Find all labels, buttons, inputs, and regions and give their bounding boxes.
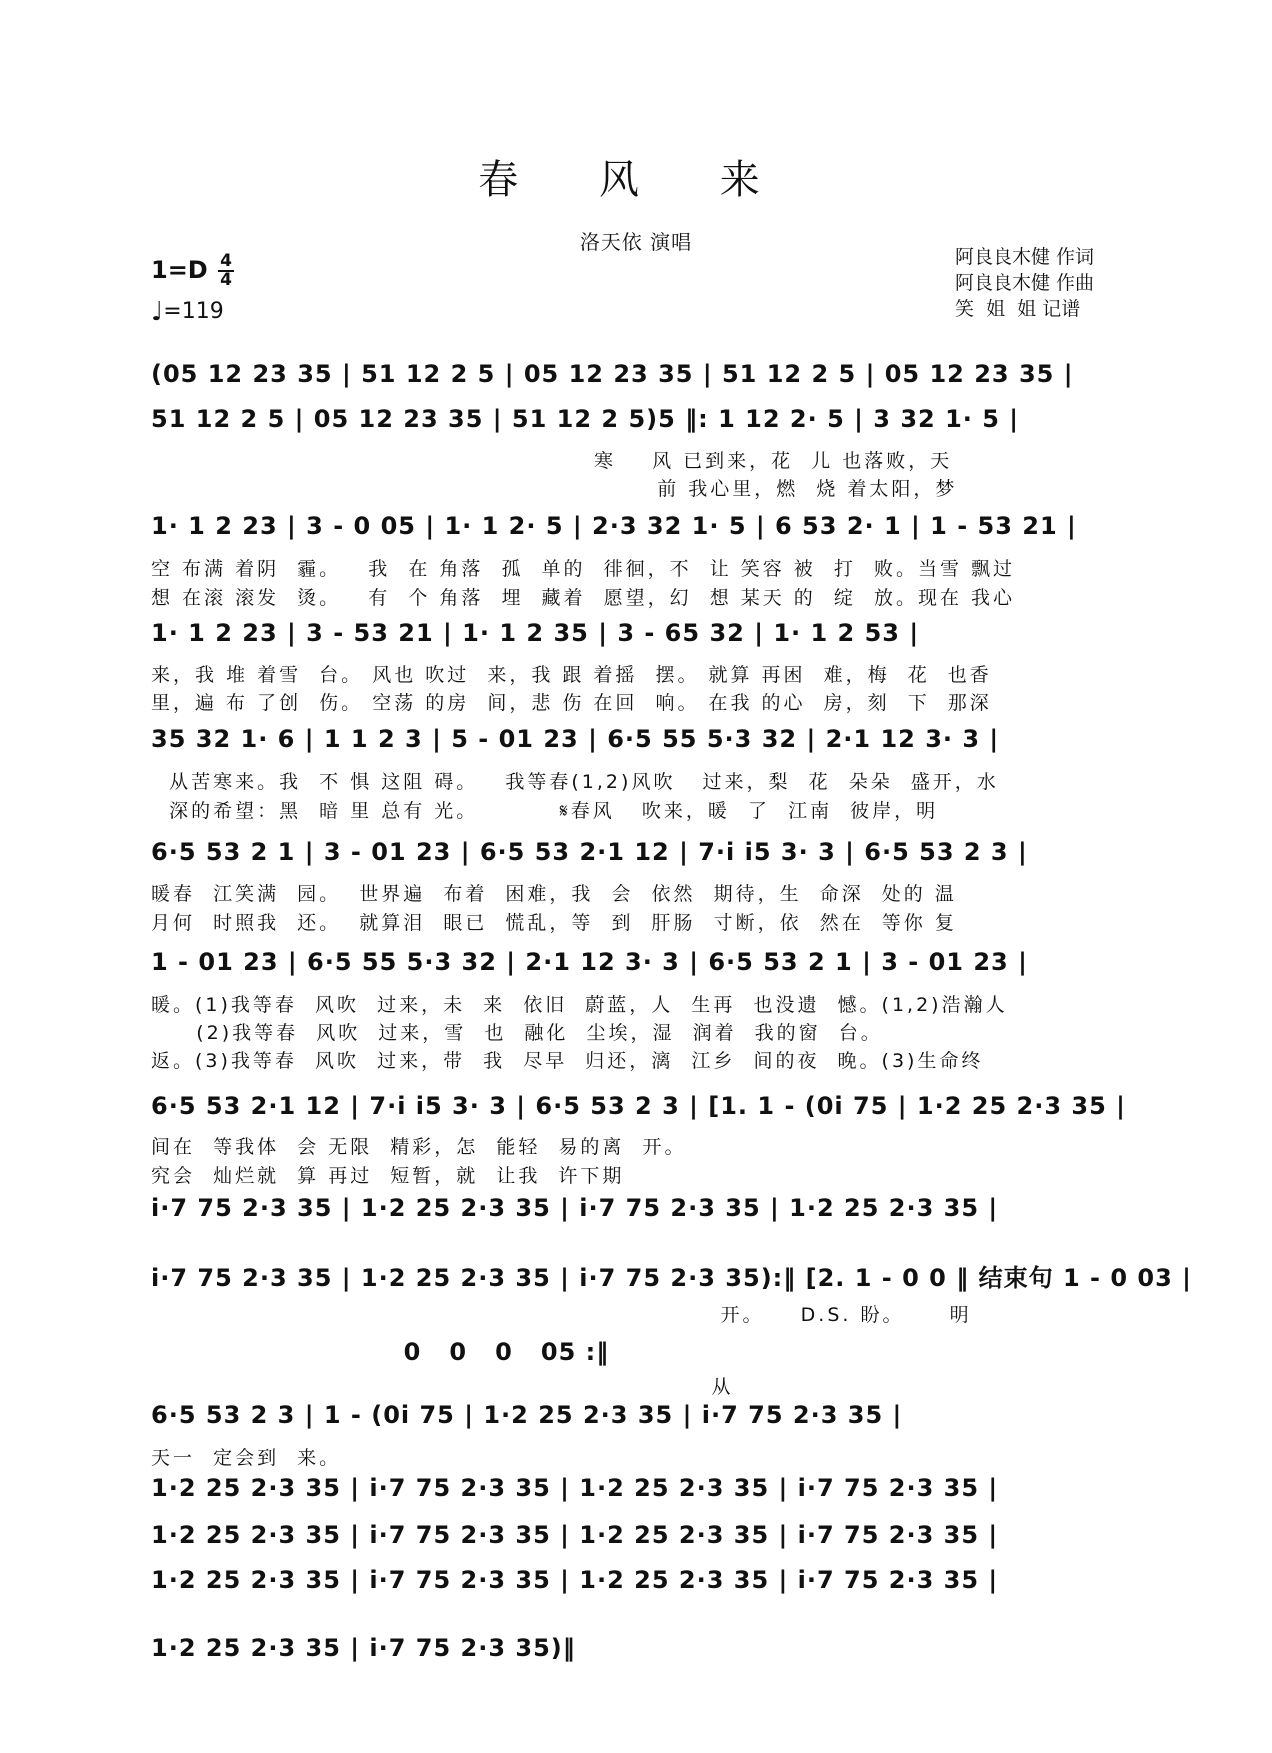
lyric-line: 寒 风 已到来，花 儿 也落败，天 — [151, 450, 953, 472]
lyric-line: 想 在滚 滚发 烫。 有 个 角落 埋 藏着 愿望，幻 想 某天 的 绽 放。现在 我心 — [151, 587, 1015, 609]
lyric-line: 间在 等我体 会 无限 精彩，怎 能轻 易的离 开。 — [151, 1136, 687, 1158]
notation-row: 1· 1 2 23 | 3 - 53 21 | 1· 1 2 35 | 3 - 65 32 | 1· 1 2 53 | — [151, 619, 920, 647]
notation-row: 1·2 25 2·3 35 | i·7 75 2·3 35)‖ — [151, 1634, 576, 1662]
lyric-line: 从 — [151, 1376, 734, 1398]
notation-row: i·7 75 2·3 35 | 1·2 25 2·3 35 | i·7 75 2·3 35 | 1·2 25 2·3 35 | — [151, 1194, 999, 1222]
notation-row: 35 32 1· 6 | 1 1 2 3 | 5 - 01 23 | 6·5 55 5·3 32 | 2·1 12 3· 3 | — [151, 725, 1000, 753]
notation-row: 6·5 53 2·1 12 | 7·i i5 3· 3 | 6·5 53 2 3 | [1. 1 - (0i 75 | 1·2 25 2·3 35 | — [151, 1092, 1126, 1120]
notation-row: 1· 1 2 23 | 3 - 0 05 | 1· 1 2· 5 | 2·3 32 1· 5 | 6 53 2· 1 | 1 - 53 21 | — [151, 512, 1077, 540]
key-label: 1=D — [151, 256, 208, 284]
lyric-line: 空 布满 着阴 霾。 我 在 角落 孤 单的 徘徊，不 让 笑容 被 打 败。当雪 飘过 — [151, 558, 1015, 580]
notation-row: 1·2 25 2·3 35 | i·7 75 2·3 35 | 1·2 25 2·3 35 | i·7 75 2·3 35 | — [151, 1521, 999, 1549]
quarter-note-icon: ♩ — [151, 297, 164, 327]
notation-row: 6·5 53 2 3 | 1 - (0i 75 | 1·2 25 2·3 35 | i·7 75 2·3 35 | — [151, 1401, 903, 1429]
key-signature — [151, 251, 234, 290]
time-signature-bottom: 4 — [220, 270, 233, 290]
lyric-line: 里，遍 布 了创 伤。 空荡 的房 间，悲 伤 在回 响。 在我 的心 房，刻 下 那深 — [151, 692, 992, 714]
lyric-line: 前 我心里，燃 烧 着太阳，梦 — [151, 478, 958, 500]
lyric-line: 暖。(1)我等春 风吹 过来，未 来 依旧 蔚蓝，人 生再 也没遗 憾。(1,2)浩瀚人 — [151, 994, 1008, 1016]
credits — [955, 244, 1094, 322]
lyric-line: (2)我等春 风吹 过来，雪 也 融化 尘埃，湿 润着 我的窗 台。 — [151, 1022, 883, 1044]
singer-credit: 洛天依 演唱 — [579, 230, 693, 254]
lyric-line: 开。 D.S. 盼。 明 — [151, 1304, 972, 1326]
tempo-value: =119 — [163, 299, 224, 324]
notation-row: 6·5 53 2 1 | 3 - 01 23 | 6·5 53 2·1 12 | 7·i i5 3· 3 | 6·5 53 2 3 | — [151, 838, 1028, 866]
notation-row: 0 0 0 05 :‖ — [151, 1338, 610, 1366]
lyricist-credit: 阿良良木健 作词 — [955, 246, 1095, 268]
notation-row: (05 12 23 35 | 51 12 2 5 | 05 12 23 35 | 51 12 2 5 | 05 12 23 35 | — [151, 360, 1074, 388]
song-title: 春 风 来 — [478, 157, 794, 203]
notation-row: 1·2 25 2·3 35 | i·7 75 2·3 35 | 1·2 25 2·3 35 | i·7 75 2·3 35 | — [151, 1566, 999, 1594]
notation-row: 1·2 25 2·3 35 | i·7 75 2·3 35 | 1·2 25 2·3 35 | i·7 75 2·3 35 | — [151, 1474, 999, 1502]
time-signature — [218, 251, 234, 290]
lyric-line: 返。(3)我等春 风吹 过来，带 我 尽早 归还，漓 江乡 间的夜 晚。(3)生命终 — [151, 1050, 984, 1072]
time-signature-top: 4 — [220, 251, 233, 271]
notation-row: 51 12 2 5 | 05 12 23 35 | 51 12 2 5)5 ‖: 1 12 2· 5 | 3 32 1· 5 | — [151, 405, 1020, 433]
notation-row: i·7 75 2·3 35 | 1·2 25 2·3 35 | i·7 75 2·3 35):‖ [2. 1 - 0 0 ‖ 结束句 1 - 0 03 | — [151, 1264, 1192, 1292]
composer-credit: 阿良良木健 作曲 — [955, 272, 1095, 294]
lyric-line: 从苦寒来。我 不 惧 这阻 碍。 我等春(1,2)风吹 过来，梨 花 朵朵 盛开，水 — [151, 771, 999, 793]
lyric-line: 月何 时照我 还。 就算泪 眼已 慌乱，等 到 肝肠 寸断，依 然在 等你 复 — [151, 912, 957, 934]
transcriber-credit: 笑 姐 姐 记谱 — [955, 298, 1081, 320]
lyric-line: 来，我 堆 着雪 台。 风也 吹过 来，我 跟 着摇 摆。 就算 再困 难，梅 花 也香 — [151, 664, 992, 686]
lyric-line: 究会 灿烂就 算 再过 短暂，就 让我 许下期 — [151, 1165, 625, 1187]
lyric-line: 深的希望：黑 暗 里 总有 光。 𝄋春风 吹来，暖 了 江南 彼岸，明 — [151, 800, 939, 822]
notation-row: 1 - 01 23 | 6·5 55 5·3 32 | 2·1 12 3· 3 | 6·5 53 2 1 | 3 - 01 23 | — [151, 948, 1028, 976]
tempo-marking — [151, 297, 224, 327]
lyric-line: 天一 定会到 来。 — [151, 1447, 342, 1469]
lyric-line: 暖春 江笑满 园。 世界遍 布着 困难，我 会 依然 期待，生 命深 处的 温 — [151, 883, 957, 905]
